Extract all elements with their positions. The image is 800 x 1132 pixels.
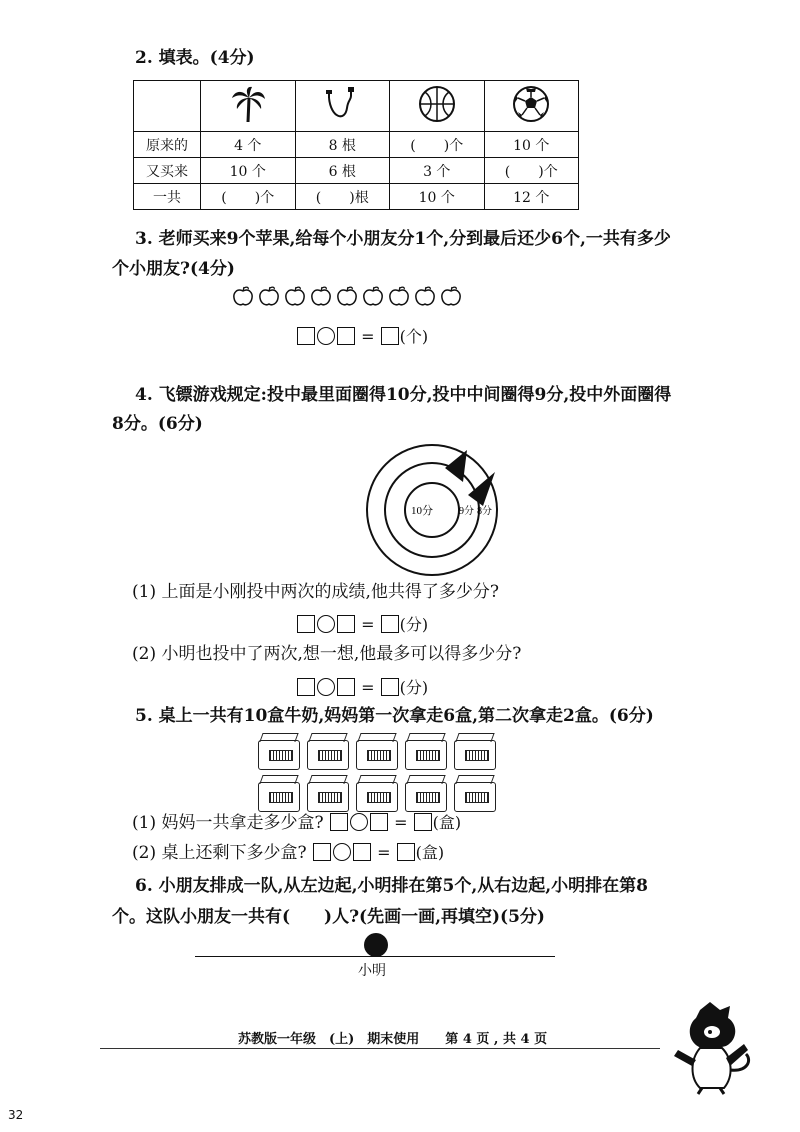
q3-equation: = (个) bbox=[296, 324, 428, 347]
apple-icon bbox=[310, 285, 332, 307]
answer-box[interactable] bbox=[397, 843, 415, 861]
table-cell: 3 个 bbox=[390, 158, 485, 184]
apple-icon bbox=[388, 285, 410, 307]
unit-label: (盒) bbox=[432, 813, 462, 832]
ring-label-9: 9分 bbox=[459, 506, 474, 517]
q4-sub2: (2) 小明也投中了两次,想一想,他最多可以得多少分? bbox=[132, 644, 522, 664]
table-cell: 4 个 bbox=[201, 132, 296, 158]
table-cell: 12 个 bbox=[484, 184, 579, 210]
table-cell: 10 个 bbox=[201, 158, 296, 184]
answer-box[interactable] bbox=[381, 327, 399, 345]
answer-box[interactable] bbox=[353, 843, 371, 861]
milk-carton-icon bbox=[258, 782, 300, 812]
table-corner-cell bbox=[134, 81, 201, 132]
apple-icon bbox=[258, 285, 280, 307]
soccer-ball-icon bbox=[484, 81, 579, 132]
q3-line1: 3. 老师买来9个苹果,给每个小朋友分1个,分到最后还少6个,一共有多少 bbox=[135, 229, 671, 249]
apple-icon bbox=[414, 285, 436, 307]
answer-box[interactable] bbox=[337, 327, 355, 345]
operator-circle[interactable] bbox=[317, 678, 335, 696]
basketball-icon bbox=[390, 81, 485, 132]
milk-carton-icon bbox=[356, 740, 398, 770]
apples-row bbox=[232, 285, 466, 311]
table-cell: 10 个 bbox=[484, 132, 579, 158]
answer-box[interactable] bbox=[330, 813, 348, 831]
answer-box[interactable] bbox=[370, 813, 388, 831]
palm-tree-icon bbox=[201, 81, 296, 132]
footer-text: 苏教版一年级 (上) 期末使用 第 4 页 , 共 4 页 bbox=[238, 1032, 548, 1047]
table-cell: 10 个 bbox=[390, 184, 485, 210]
q4-equation-1: = (分) bbox=[296, 612, 428, 635]
answer-box[interactable] bbox=[414, 813, 432, 831]
q3-line2: 个小朋友?(4分) bbox=[112, 259, 235, 279]
answer-box[interactable] bbox=[297, 678, 315, 696]
table-row bbox=[134, 132, 579, 158]
row-label: 一共 bbox=[134, 184, 201, 210]
milk-carton-icon bbox=[258, 740, 300, 770]
answer-box[interactable] bbox=[313, 843, 331, 861]
page-number: 32 bbox=[8, 1108, 24, 1122]
answer-box[interactable] bbox=[381, 615, 399, 633]
q5-sub1: (1) 妈妈一共拿走多少盒? bbox=[132, 813, 324, 833]
milk-carton-icon bbox=[307, 782, 349, 812]
operator-circle[interactable] bbox=[350, 813, 368, 831]
apple-icon bbox=[284, 285, 306, 307]
q4-sub1: (1) 上面是小刚投中两次的成绩,他共得了多少分? bbox=[132, 582, 500, 602]
q4-equation-2: = (分) bbox=[296, 675, 428, 698]
unit-label: (盒) bbox=[415, 843, 445, 862]
answer-blank-cell[interactable]: ( )个 bbox=[201, 184, 296, 210]
operator-circle[interactable] bbox=[333, 843, 351, 861]
xiaoming-dot bbox=[364, 933, 388, 957]
answer-box[interactable] bbox=[337, 615, 355, 633]
milk-carton-icon bbox=[356, 782, 398, 812]
answer-blank-cell[interactable]: ( )个 bbox=[390, 132, 485, 158]
milk-carton-icon bbox=[405, 740, 447, 770]
q6-line1: 6. 小朋友排成一队,从左边起,小明排在第5个,从右边起,小明排在第8 bbox=[135, 876, 648, 896]
ring-label-8: 8分 bbox=[477, 506, 492, 517]
fill-table bbox=[133, 80, 579, 210]
milk-carton-icon bbox=[307, 740, 349, 770]
row-label: 又买来 bbox=[134, 158, 201, 184]
operator-circle[interactable] bbox=[317, 615, 335, 633]
dartboard bbox=[355, 440, 515, 580]
operator-circle[interactable] bbox=[317, 327, 335, 345]
ring-label-10: 10分 bbox=[411, 505, 433, 517]
apple-icon bbox=[232, 285, 254, 307]
q5-sub2-row: (2) 桌上还剩下多少盒? = (盒) bbox=[132, 843, 445, 863]
footer-rule bbox=[100, 1048, 660, 1049]
q5-line1: 5. 桌上一共有10盒牛奶,妈妈第一次拿走6盒,第二次拿走2盒。(6分) bbox=[135, 706, 654, 726]
row-label: 原来的 bbox=[134, 132, 201, 158]
dart-icon bbox=[468, 472, 495, 506]
q5-sub2: (2) 桌上还剩下多少盒? bbox=[132, 843, 307, 863]
q6-line2: 个。这队小朋友一共有( )人?(先画一画,再填空)(5分) bbox=[112, 907, 545, 927]
answer-box[interactable] bbox=[381, 678, 399, 696]
apple-icon bbox=[362, 285, 384, 307]
milk-carton-icon bbox=[454, 782, 496, 812]
table-cell: 8 根 bbox=[295, 132, 390, 158]
answer-blank-cell[interactable]: ( )根 bbox=[295, 184, 390, 210]
answer-blank-cell[interactable]: ( )个 bbox=[484, 158, 579, 184]
q5-sub1-row: (1) 妈妈一共拿走多少盒? = (盒) bbox=[132, 813, 462, 833]
table-row bbox=[134, 158, 579, 184]
milk-carton-icon bbox=[405, 782, 447, 812]
dart-icon bbox=[445, 450, 467, 482]
cat-mascot bbox=[660, 1000, 760, 1095]
xiaoming-label: 小明 bbox=[358, 963, 386, 979]
milk-boxes bbox=[258, 740, 503, 820]
table-row bbox=[134, 184, 579, 210]
apple-icon bbox=[440, 285, 462, 307]
unit-label: (分) bbox=[399, 678, 429, 697]
answer-box[interactable] bbox=[337, 678, 355, 696]
q2-title: 2. 填表。(4分) bbox=[135, 48, 255, 68]
answer-box[interactable] bbox=[297, 615, 315, 633]
table-cell: 6 根 bbox=[295, 158, 390, 184]
q4-line1: 4. 飞镖游戏规定:投中最里面圈得10分,投中中间圈得9分,投中外面圈得 bbox=[135, 385, 672, 405]
unit-label: (个) bbox=[399, 327, 429, 346]
apple-icon bbox=[336, 285, 358, 307]
answer-box[interactable] bbox=[297, 327, 315, 345]
milk-carton-icon bbox=[454, 740, 496, 770]
unit-label: (分) bbox=[399, 615, 429, 634]
jump-rope-icon bbox=[295, 81, 390, 132]
q4-line2: 8分。(6分) bbox=[112, 414, 203, 434]
